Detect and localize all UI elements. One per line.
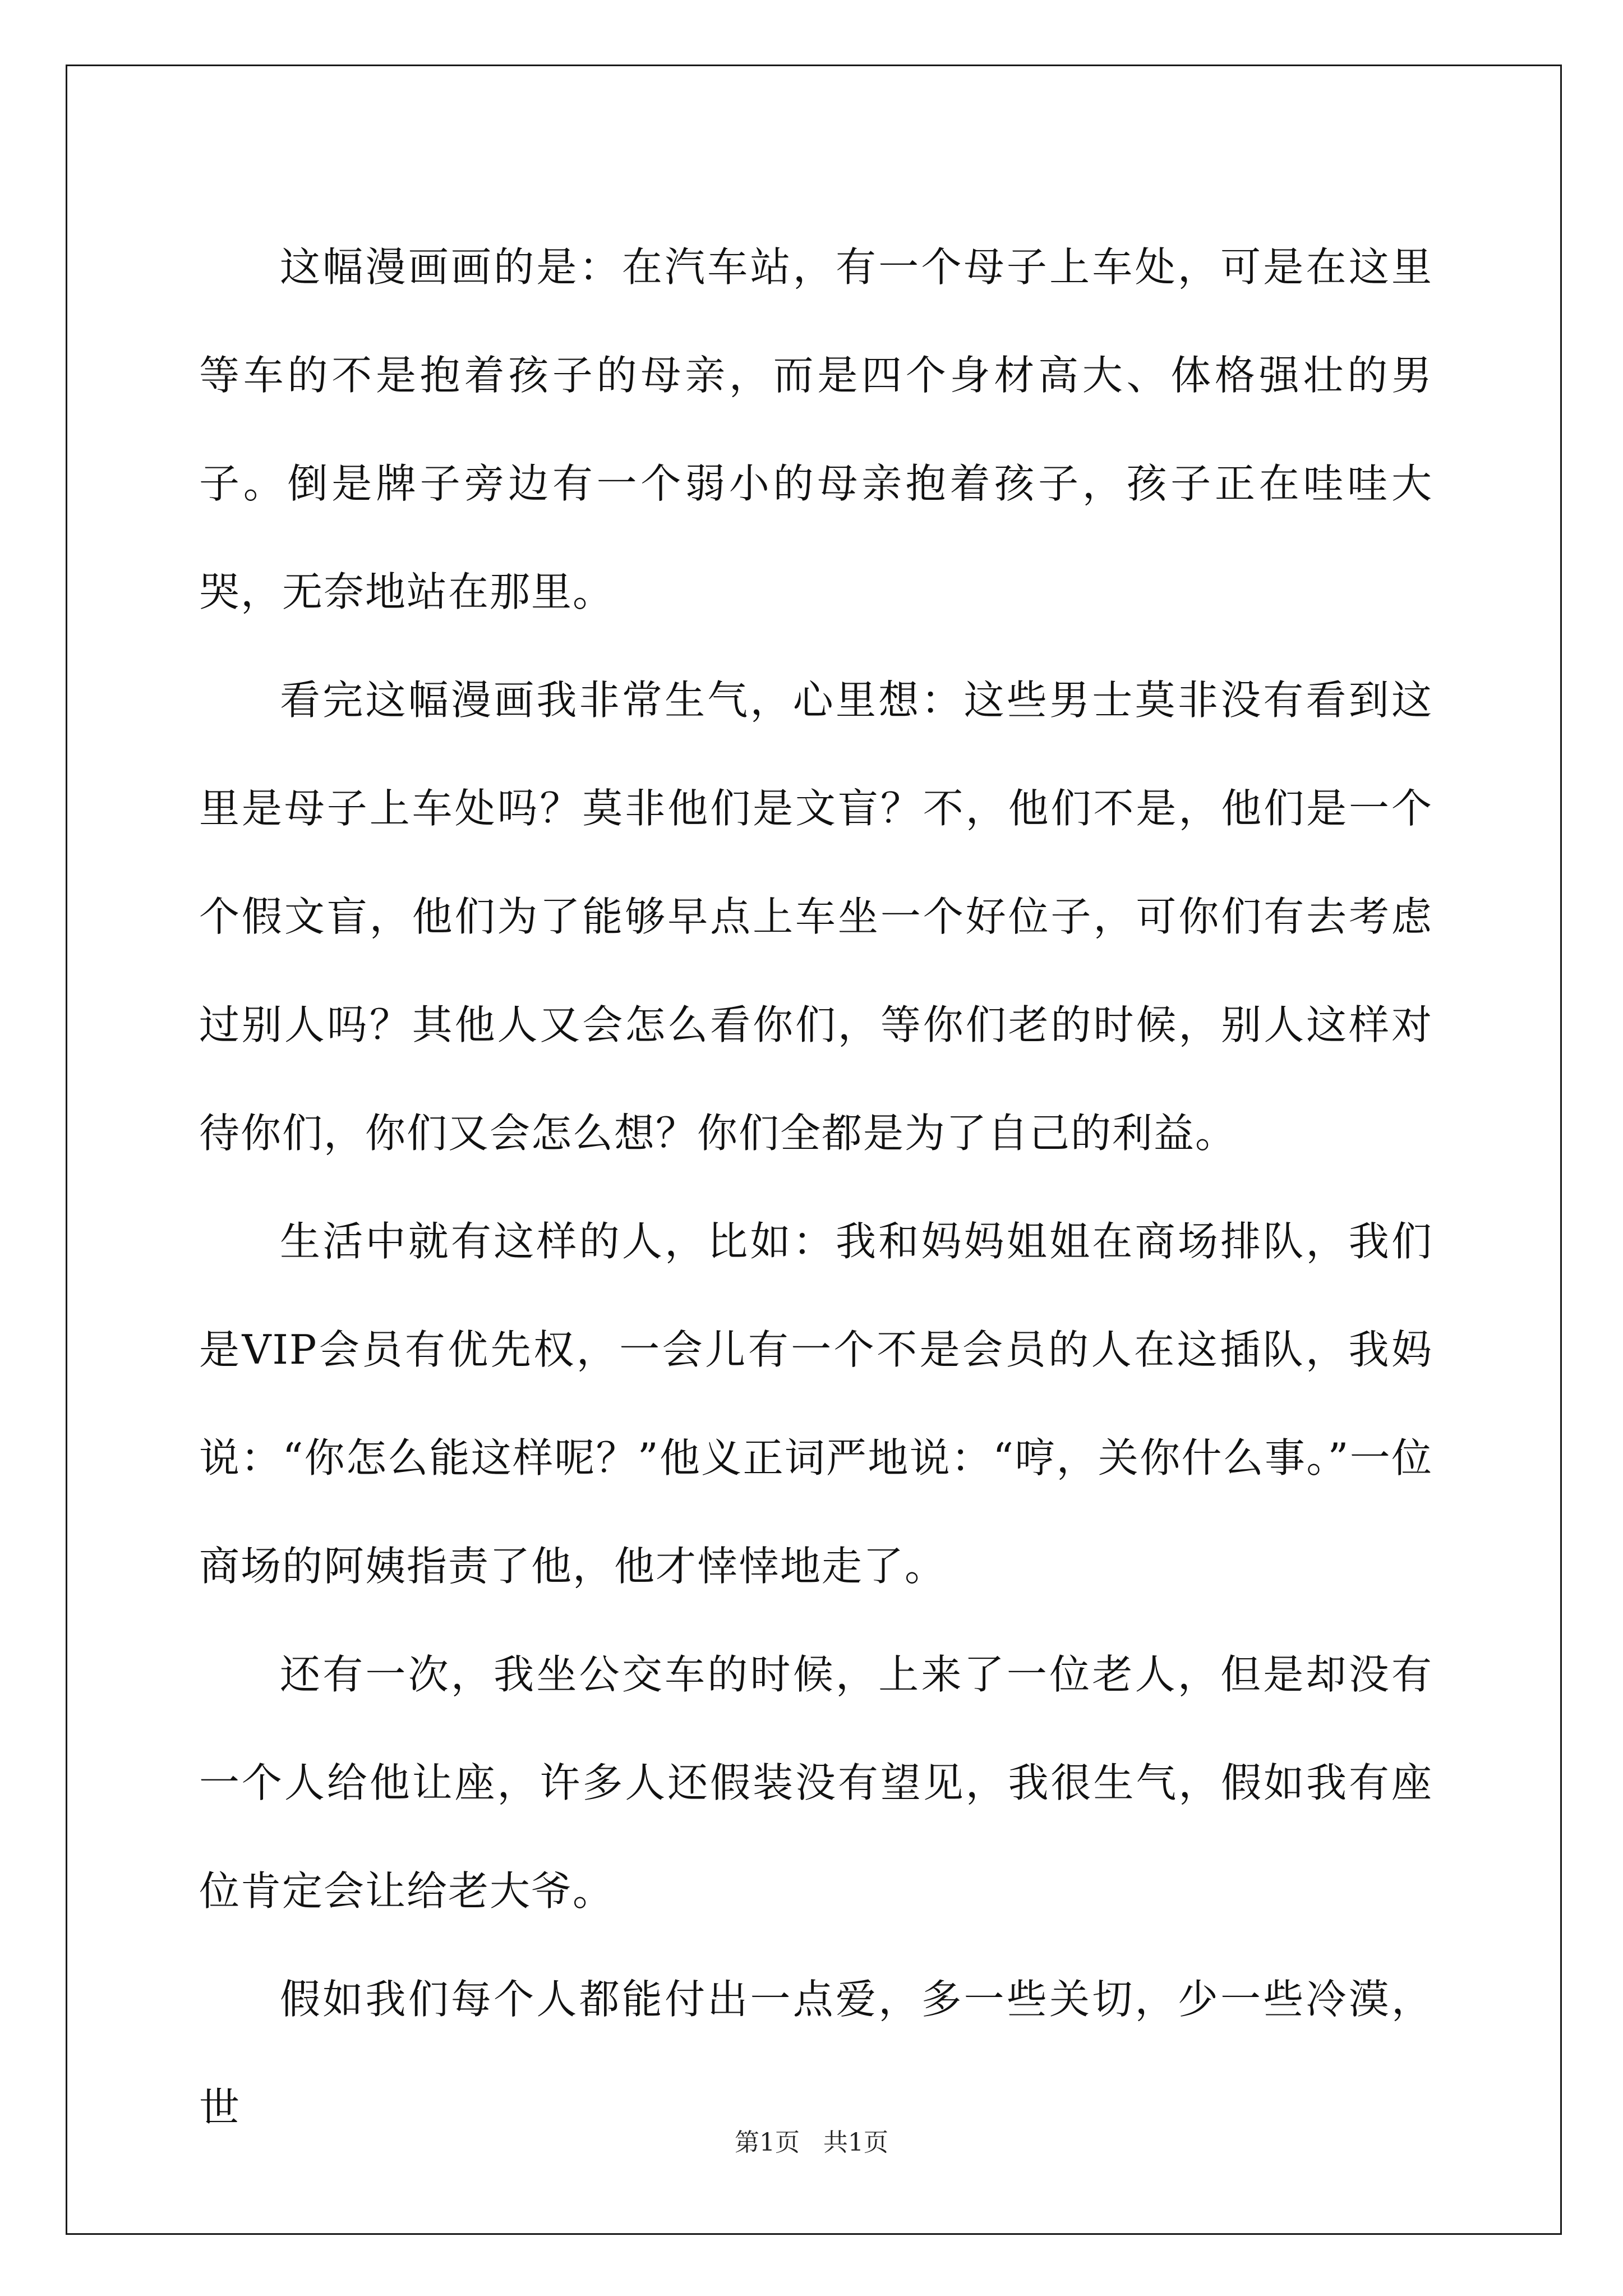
page-footer: 第1页 共1页 bbox=[735, 2128, 888, 2157]
paragraph: 还有一次，我坐公交车的时候，上来了一位老人，但是却没有一个人给他让座，许多人还假装没有望见，我很生气，假如我有座位肯定会让给老大爷。 bbox=[199, 1651, 1433, 1915]
paragraph: 生活中就有这样的人，比如：我和妈妈姐姐在商场排队，我们是VIP会员有优先权，一会儿有一个不是会员的人在这插队，我妈说：“你怎么能这样呢？”他义正词严地说：“哼，关你什么事。”一位商场的阿姨指责了他，他才悻悻地走了。 bbox=[199, 1218, 1433, 1590]
paragraph: 这幅漫画画的是：在汽车站，有一个母子上车处，可是在这里等车的不是抱着孩子的母亲，而是四个身材高大、体格强壮的男子。倒是牌子旁边有一个弱小的母亲抱着孩子，孩子正在哇哇大哭，无奈地站在那里。 bbox=[199, 243, 1433, 615]
paragraph: 假如我们每个人都能付出一点爱，多一些关切，少一些冷漠，世 bbox=[199, 1976, 1433, 2131]
document-body bbox=[199, 213, 1433, 2162]
paragraph: 看完这幅漫画我非常生气，心里想：这些男士莫非没有看到这里是母子上车处吗？莫非他们是文盲？不，他们不是，他们是一个个假文盲，他们为了能够早点上车坐一个好位子，可你们有去考虑过别人吗？其他人又会怎么看你们，等你们老的时候，别人这样对待你们，你们又会怎么想？你们全都是为了自己的利益。 bbox=[199, 677, 1433, 1157]
